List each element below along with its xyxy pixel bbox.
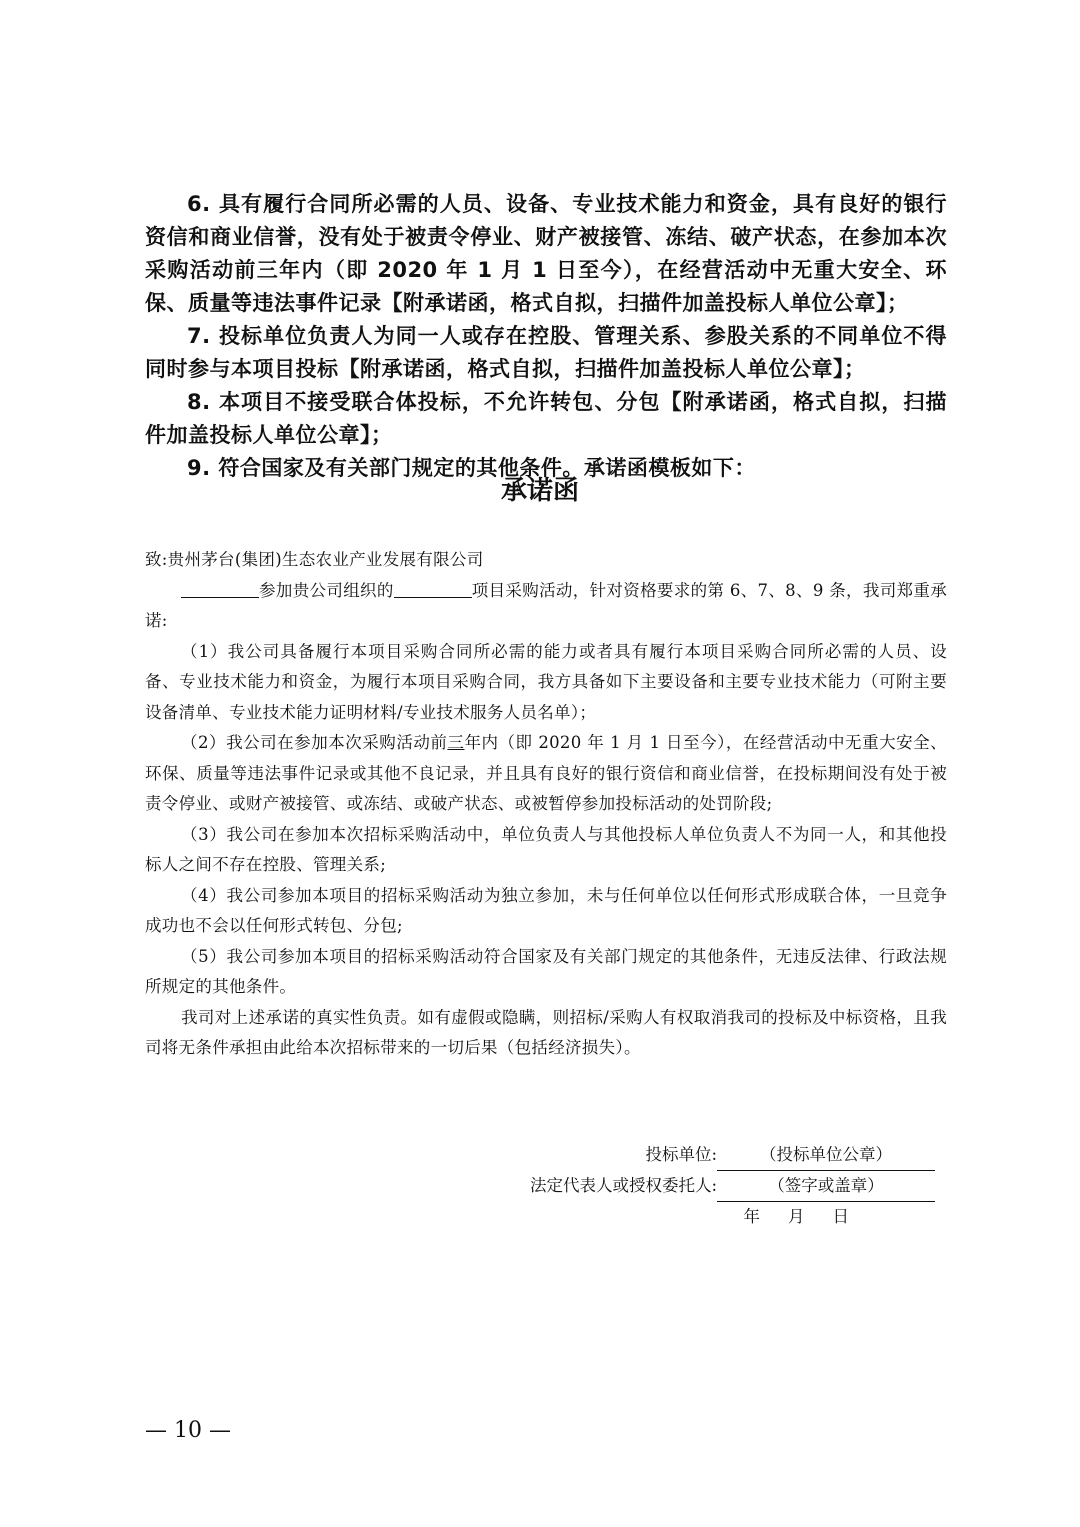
page-number: — 10 —: [145, 1418, 231, 1443]
date-row: [530, 1202, 935, 1232]
signature-block: [530, 1140, 935, 1232]
letter-item-5: （5）我公司参加本项目的招标采购活动符合国家及有关部门规定的其他条件，无违反法律、行政法规所规定的其他条件。: [145, 946, 947, 996]
commitment-letter: [145, 545, 947, 1064]
requirement-6: 6. 具有履行合同所必需的人员、设备、专业技术能力和资金，具有良好的银行资信和商业信誉，没有处于被责令停业、财产被接管、冻结、破产状态，在参加本次采购活动前三年内（即 2020 年 1 月 1 日至今），在经营活动中无重大安全、环保、质量等违法事件记录【附承诺函，格式自拟，扫描件加盖投标人单位公章】；: [145, 192, 947, 315]
letter-item-4: （4）我公司参加本项目的招标采购活动为独立参加，未与任何单位以任何形式形成联合体，一旦竞争成功也不会以任何形式转包、分包;: [145, 885, 947, 935]
representative-signature-field: （签字或盖章）: [717, 1171, 935, 1202]
representative-row: [530, 1171, 935, 1202]
letter-item-1: （1）我公司具备履行本项目采购合同所必需的能力或者具有履行本项目采购合同所必需的人员、设备、专业技术能力和资金，为履行本项目采购合同，我方具备如下主要设备和主要专业技术能力（可附主要设备清单、专业技术能力证明材料/专业技术服务人员名单）；: [145, 641, 947, 722]
letter-intro-part1: 参加贵公司组织的: [259, 580, 394, 600]
letter-salutation: 致:贵州茅台(集团)生态农业产业发展有限公司: [145, 550, 484, 569]
letter-closing: 我司对上述承诺的真实性负责。如有虚假或隐瞒，则招标/采购人有权取消我司的投标及中标资格，且我司将无条件承担由此给本次招标带来的一切后果（包括经济损失）。: [145, 1007, 947, 1057]
blank-company-field: [181, 579, 259, 598]
bidder-unit-row: [530, 1140, 935, 1171]
letter-item-2-after: 年内（即 2020 年 1 月 1 日至今），在经营活动中无重大安全、环保、质量等违法事件记录或其他不良记录，并且具有良好的银行资信和商业信誉，在投标期间没有处于被责令停业、或财产被接管、或冻结、或破产状态、或被暂停参加投标活动的处罚阶段;: [145, 733, 947, 813]
bidder-unit-label: 投标单位:: [645, 1145, 717, 1164]
blank-project-field: [394, 579, 472, 598]
bidder-unit-seal-field: （投标单位公章）: [717, 1140, 935, 1171]
letter-intro-part2: 项目采购活动，针对资格要求的第 6、7、8、9 条，我司郑重承诺:: [145, 580, 947, 630]
letter-title: 承诺函: [500, 476, 579, 506]
letter-item-2-years: 三: [447, 733, 465, 752]
date-day: 日: [832, 1207, 849, 1226]
letter-item-2: [145, 728, 947, 820]
date-year: 年: [743, 1207, 760, 1226]
requirement-8: 8. 本项目不接受联合体投标，不允许转包、分包【附承诺函，格式自拟，扫描件加盖投标人单位公章】；: [145, 390, 947, 447]
qualification-requirements: [145, 188, 947, 485]
requirement-7: 7. 投标单位负责人为同一人或存在控股、管理关系、参股关系的不同单位不得同时参与本项目投标【附承诺函，格式自拟，扫描件加盖投标人单位公章】；: [145, 324, 947, 381]
date-month: 月: [788, 1207, 805, 1226]
requirement-9: 9. 符合国家及有关部门规定的其他条件。承诺函模板如下：: [187, 456, 756, 480]
representative-label: 法定代表人或授权委托人:: [529, 1176, 717, 1195]
letter-item-3: （3）我公司在参加本次招标采购活动中，单位负责人与其他投标人单位负责人不为同一人，和其他投标人之间不存在控股、管理关系;: [145, 824, 947, 874]
letter-item-2-before: （2）我公司在参加本次采购活动前: [181, 733, 448, 752]
letter-intro: [145, 576, 947, 637]
